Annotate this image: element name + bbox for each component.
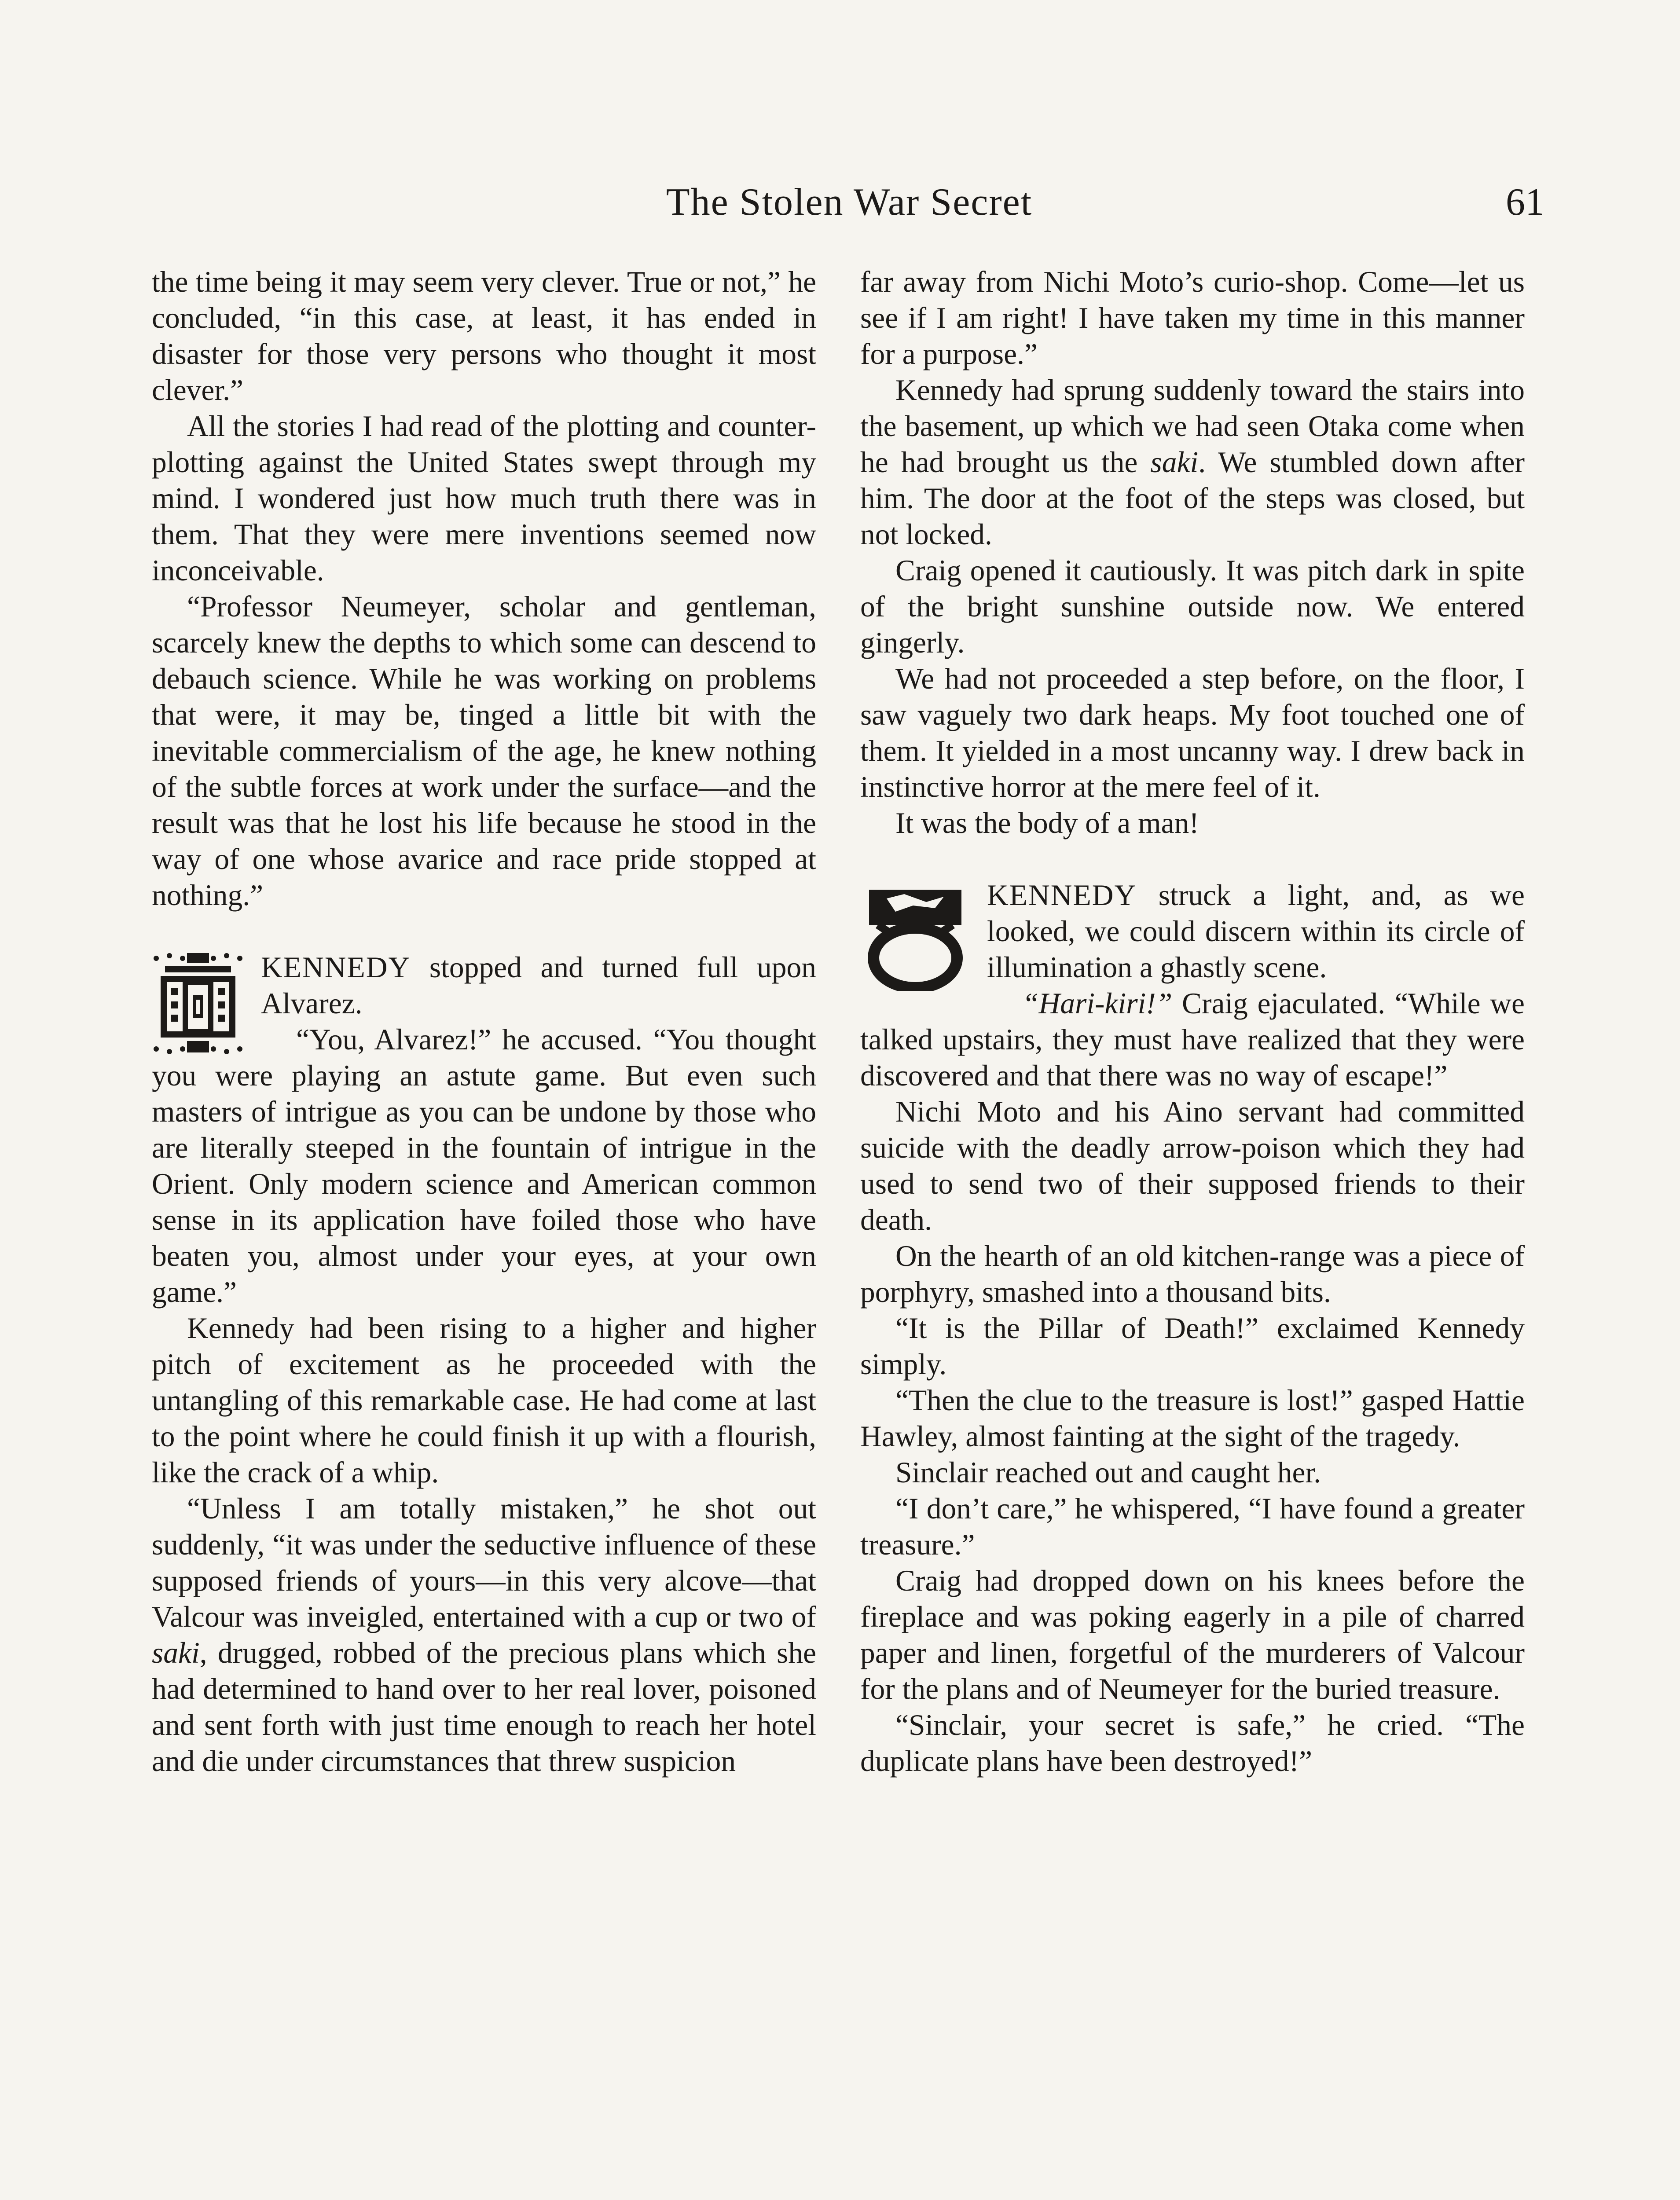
- paragraph: “It is the Pillar of Death!” exclaimed Kennedy simply.: [860, 1312, 1525, 1381]
- section-break: [860, 841, 1525, 877]
- ornamental-lantern-icon: [152, 953, 244, 1054]
- paragraph: Nichi Moto and his Aino servant had committed suicide with the deadly arrow-poison which they had used to send two of their supposed friends to their death.: [860, 1095, 1525, 1236]
- paragraph-text: Craig ejaculated. “While we talked upstairs, they must have realized that they were discovered and that there was no way of escape!”: [860, 987, 1525, 1092]
- running-head: [154, 176, 1544, 229]
- paragraph: “Then the clue to the treasure is lost!” gasped Hattie Hawley, almost fainting at the sight of the tragedy.: [860, 1384, 1525, 1453]
- paragraph-text: , drugged, robbed of the precious plans which she had determined to hand over to her real lover, poisoned and sent forth with just time enough to reach her hotel and die under circumstances that threw suspicion: [152, 1636, 816, 1778]
- paragraph: All the stories I had read of the plotting and counter-plotting against the United States swept through my mind. I wondered just how much truth there was in them. That they were mere inventions seemed now inconceivable.: [152, 410, 816, 587]
- italic-term: saki: [152, 1636, 200, 1669]
- right-column: [860, 264, 1525, 1779]
- paragraph: “Sinclair, your secret is safe,” he cried. “The duplicate plans have been destroyed!”: [860, 1709, 1525, 1778]
- paragraph: We had not proceeded a step before, on the floor, I saw vaguely two dark heaps. My foot touched one of them. It yielded in a most uncanny way. I drew back in instinctive horror at the mere feel of it.: [860, 662, 1525, 803]
- paragraph-text: . We stumbled down after him. The door at the foot of the steps was closed, but not locked.: [860, 446, 1525, 551]
- paragraph: Craig opened it cautiously. It was pitch dark in spite of the bright sunshine outside now. We entered gingerly.: [860, 554, 1525, 659]
- paragraph: It was the body of a man!: [895, 807, 1199, 840]
- section-lead-word: KENNEDY: [261, 951, 411, 984]
- left-column: [152, 264, 816, 1779]
- paragraph: [152, 1491, 816, 1779]
- italic-term: “Hari-kiri!”: [1022, 987, 1173, 1020]
- paragraph: far away from Nichi Moto’s curio-shop. Come—let us see if I am right! I have taken my time in this manner for a purpose.”: [860, 265, 1525, 370]
- paragraph: Sinclair reached out and caught her.: [895, 1456, 1321, 1489]
- section-opening-paragraph: [860, 877, 1525, 986]
- paragraph: “You, Alvarez!” he accused. “You thought you were playing an astute game. But even such masters of intrigue as you can be undone by those who are literally steeped in the fountain of intrigue in the Orient. Only modern science and American common sense in its application have foiled those who have beaten you, almost under your eyes, at your own game.”: [152, 1023, 816, 1309]
- paragraph: Craig had dropped down on his knees before the fireplace and was poking eagerly in a pile of charred paper and linen, forgetful of the murderers of Valcour for the plans and of Neumeyer for the buried treasure.: [860, 1564, 1525, 1705]
- paragraph: “Professor Neumeyer, scholar and gentleman, scarcely knew the depths to which some can descend to debauch science. While he was working on problems that were, it may be, tinged a little bit with the inevitable commercialism of the age, he knew nothing of the subtle forces at work under the surface—and the result was that he lost his life because he stood in the way of one whose avarice and race pride stopped at nothing.”: [152, 590, 816, 912]
- paragraph: [860, 986, 1525, 1094]
- page-title: The Stolen War Secret: [666, 181, 1033, 224]
- paragraph: the time being it may seem very clever. True or not,” he concluded, “in this case, at least, it has ended in disaster for those very persons who thought it most clever.”: [152, 265, 816, 407]
- italic-term: saki: [1150, 446, 1199, 479]
- paragraph-text: “Unless I am totally mistaken,” he shot out suddenly, “it was under the seductive influence of these supposed friends of yours—in this very alcove—that Valcour was inveigled, entertained with a cup or two of: [152, 1492, 816, 1633]
- paragraph-text: Kennedy had sprung suddenly toward the stairs into the basement, up which we had seen Otaka come when he had brought us the: [860, 374, 1525, 479]
- ring-icon: [860, 881, 970, 991]
- paragraph-text: struck a light, and, as we looked, we could discern within its circle of illumination a ghastly scene.: [987, 879, 1525, 984]
- page-number: 61: [1506, 181, 1544, 224]
- paragraph: On the hearth of an old kitchen-range was a piece of porphyry, smashed into a thousand bits.: [860, 1239, 1525, 1309]
- paragraph: Kennedy had been rising to a higher and higher pitch of excitement as he proceeded with the untangling of this remarkable case. He had come at last to the point where he could finish it up with a flourish, like the crack of a whip.: [152, 1312, 816, 1489]
- paragraph-text: stopped and turned full upon Alvarez.: [261, 951, 816, 1020]
- section-break: [152, 913, 816, 950]
- paragraph: “I don’t care,” he whispered, “I have found a greater treasure.”: [860, 1492, 1525, 1561]
- section-lead-word: KENNEDY: [987, 879, 1137, 912]
- section-opening-paragraph: [152, 950, 816, 1022]
- paragraph: [860, 372, 1525, 553]
